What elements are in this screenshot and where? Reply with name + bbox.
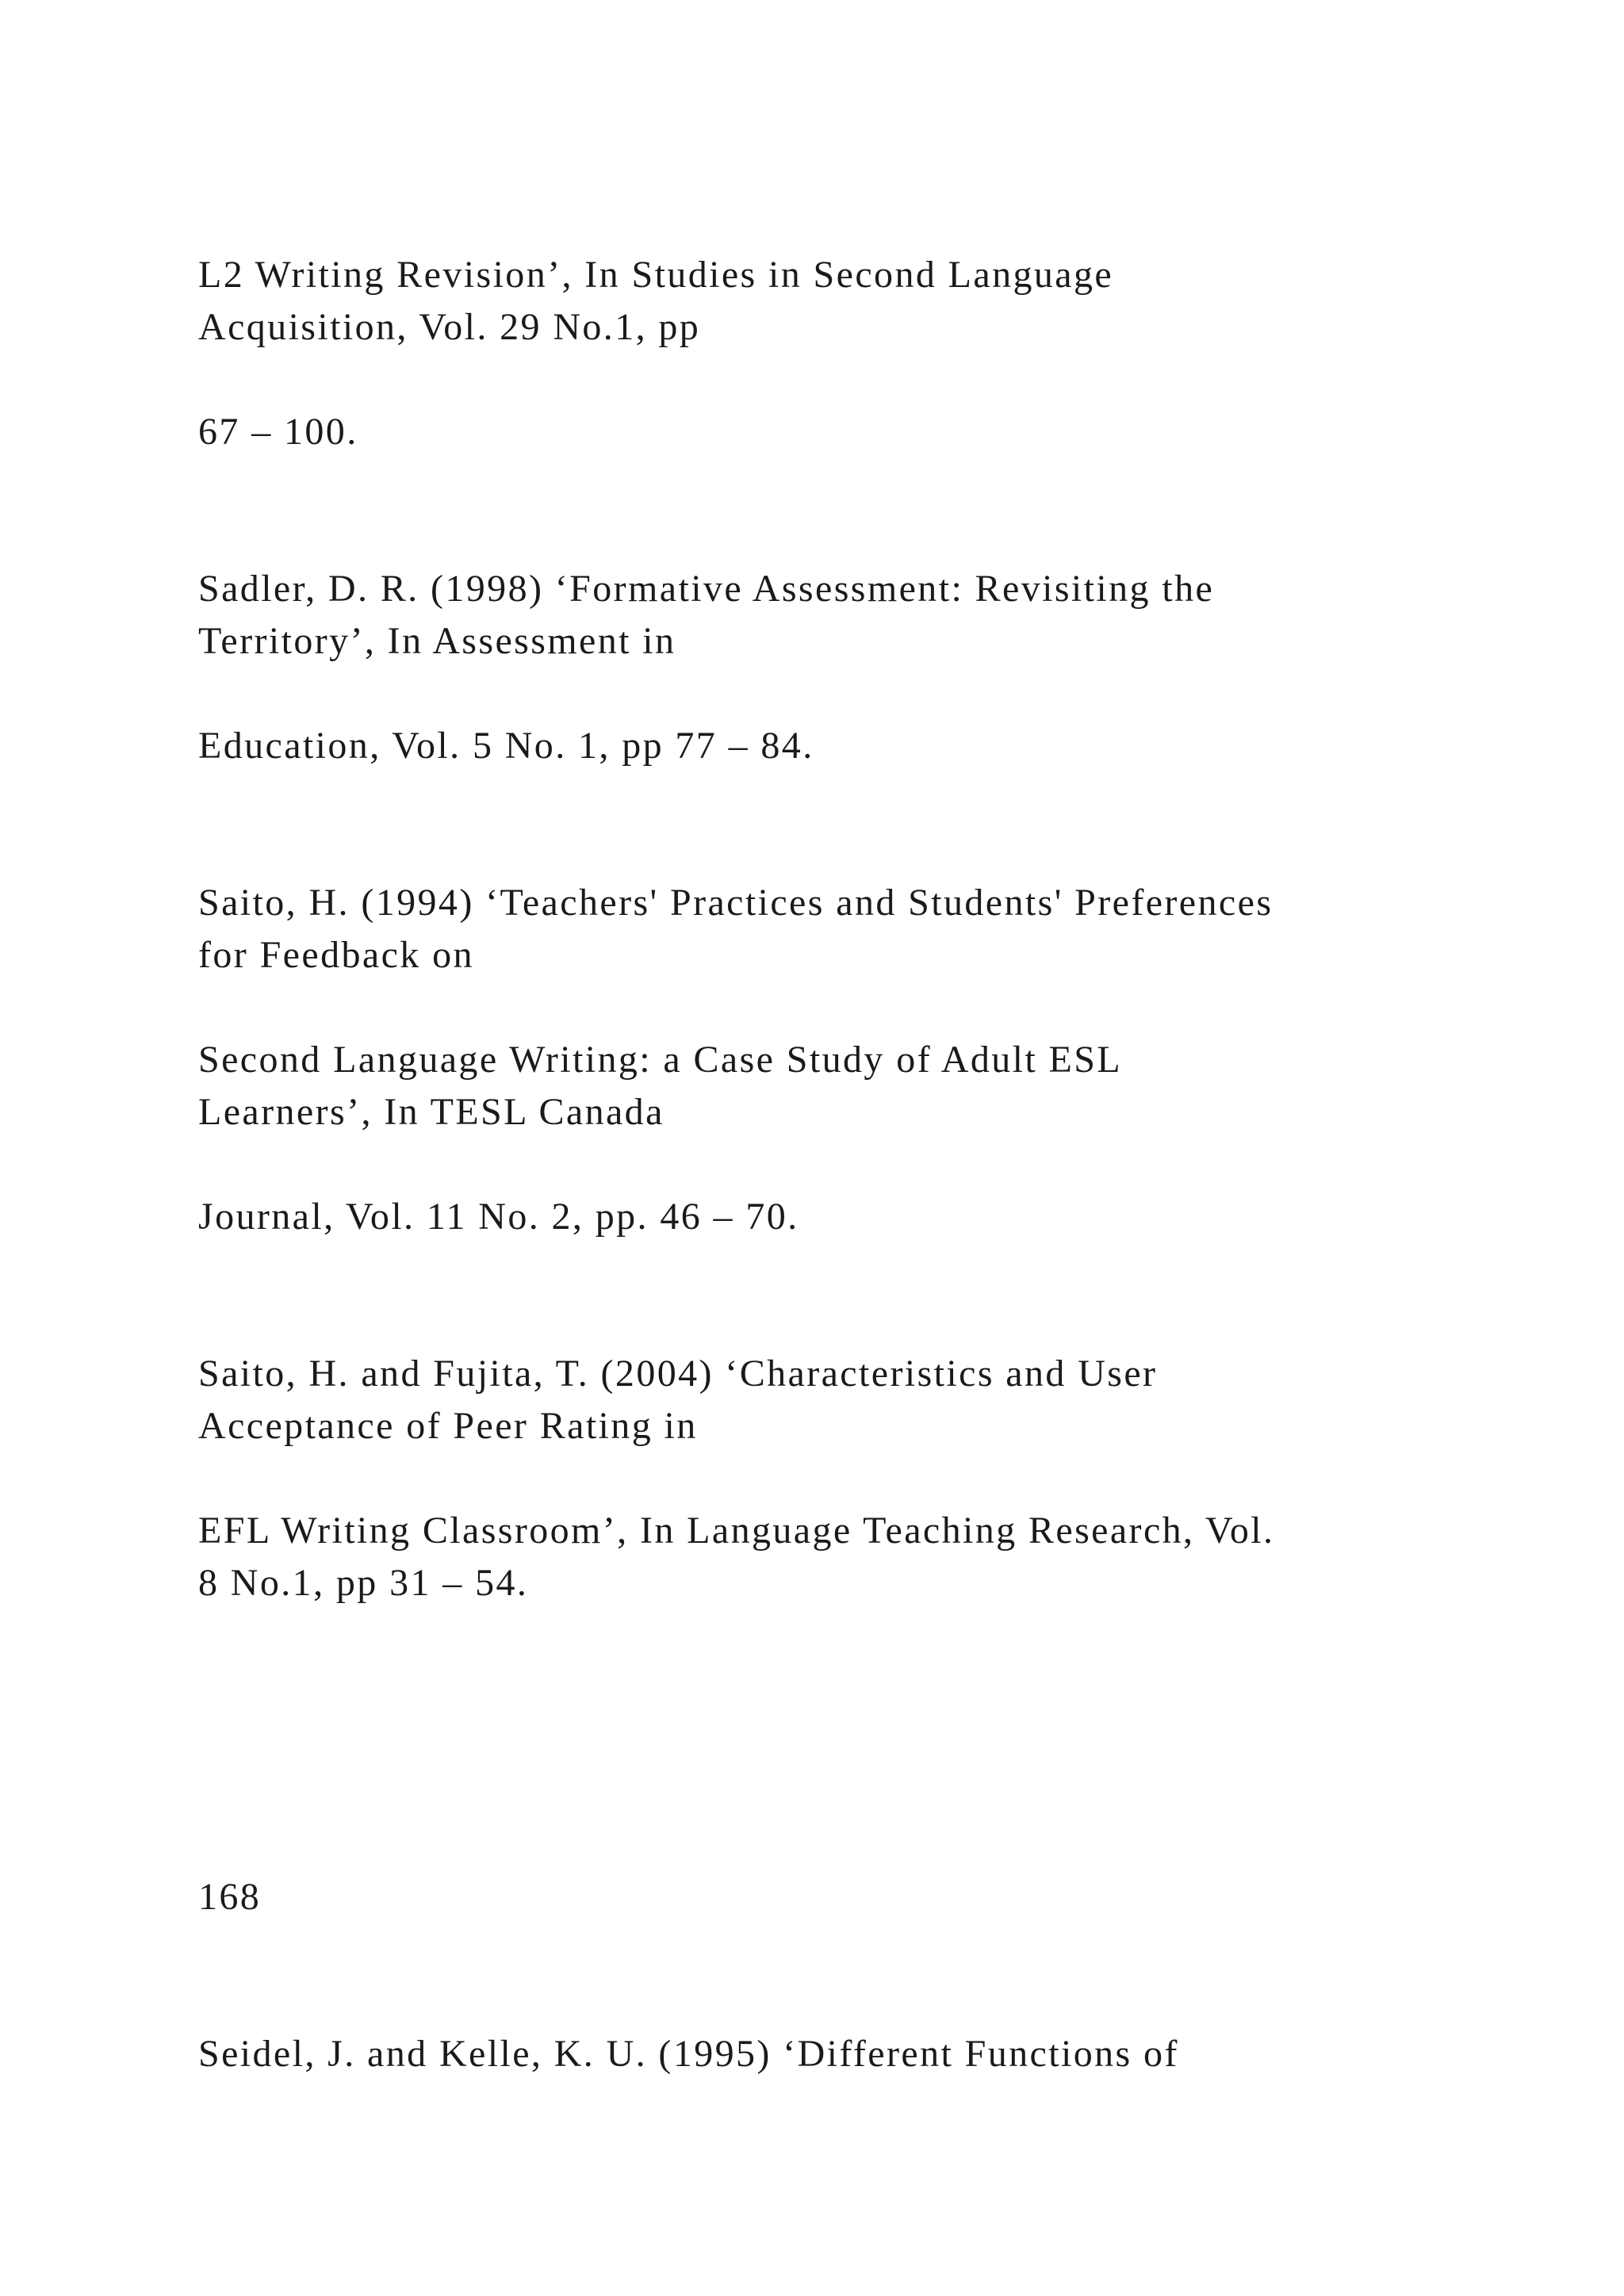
text-line: Acceptance of Peer Rating in <box>198 1405 698 1447</box>
text-line: Saito, H. (1994) ‘Teachers' Practices and Students' Preferences <box>198 882 1274 924</box>
text-line: Second Language Writing: a Case Study of Adult ESL <box>198 1039 1123 1081</box>
text-line: for Feedback on <box>198 934 474 976</box>
text-line: Seidel, J. and Kelle, K. U. (1995) ‘Different Functions of <box>198 2033 1179 2075</box>
page-number: 168 <box>198 1876 262 1918</box>
text-line: 67 – 100. <box>198 411 358 453</box>
text-line: 8 No.1, pp 31 – 54. <box>198 1562 529 1604</box>
text-line: Saito, H. and Fujita, T. (2004) ‘Characteristics and User <box>198 1353 1158 1395</box>
text-line: Learners’, In TESL Canada <box>198 1091 665 1133</box>
text-line: Sadler, D. R. (1998) ‘Formative Assessment: Revisiting the <box>198 568 1215 610</box>
text-line: Territory’, In Assessment in <box>198 620 676 662</box>
text-line: L2 Writing Revision’, In Studies in Second Language <box>198 254 1114 296</box>
text-line: Acquisition, Vol. 29 No.1, pp <box>198 306 701 348</box>
text-line: Education, Vol. 5 No. 1, pp 77 – 84. <box>198 725 814 767</box>
text-line: EFL Writing Classroom’, In Language Teaching Research, Vol. <box>198 1510 1275 1552</box>
text-line: Journal, Vol. 11 No. 2, pp. 46 – 70. <box>198 1196 799 1238</box>
